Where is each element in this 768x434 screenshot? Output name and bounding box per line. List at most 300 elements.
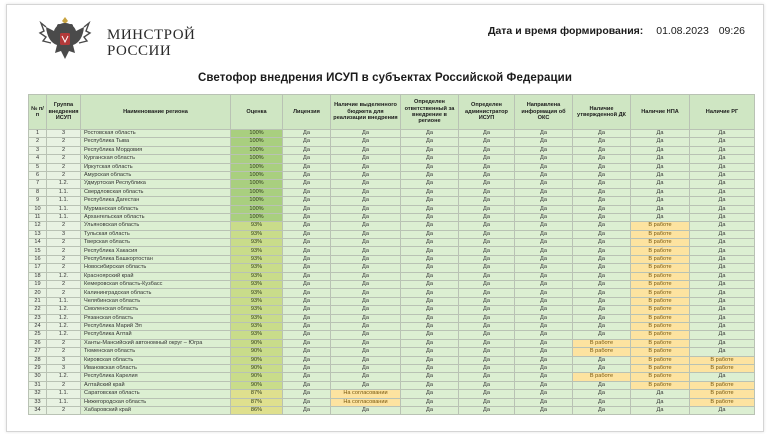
- score-cell: 93%: [231, 264, 283, 272]
- table-row: [29, 381, 755, 389]
- status-cell: Да: [515, 255, 573, 263]
- status-cell: Да: [401, 390, 459, 398]
- status-cell: Да: [401, 171, 459, 179]
- status-cell: Да: [331, 331, 401, 339]
- status-cell: Да: [283, 247, 331, 255]
- table-row: [29, 255, 755, 263]
- row-number: 12: [29, 222, 47, 230]
- status-cell: Да: [331, 289, 401, 297]
- region-name: Свердловская область: [81, 188, 231, 196]
- brand-line-1: МИНСТРОЙ: [107, 27, 196, 43]
- status-cell: Да: [459, 197, 515, 205]
- score-cell: 100%: [231, 130, 283, 138]
- column-header: Наименование региона: [81, 95, 231, 130]
- status-cell: Да: [459, 322, 515, 330]
- status-cell: Да: [283, 381, 331, 389]
- score-cell: 93%: [231, 281, 283, 289]
- status-cell: Да: [331, 364, 401, 372]
- row-number: 7: [29, 180, 47, 188]
- generation-time: 09:26: [718, 25, 745, 37]
- score-cell: 93%: [231, 239, 283, 247]
- row-number: 24: [29, 322, 47, 330]
- row-number: 23: [29, 314, 47, 322]
- group-cell: 2: [47, 222, 81, 230]
- ministry-wordmark: [107, 27, 195, 59]
- status-cell: Да: [573, 289, 631, 297]
- status-cell: В работе: [690, 390, 755, 398]
- status-cell: Да: [690, 289, 755, 297]
- status-cell: Да: [515, 390, 573, 398]
- status-cell: Да: [631, 155, 690, 163]
- status-cell: Да: [283, 180, 331, 188]
- status-cell: Да: [573, 331, 631, 339]
- table-row: [29, 163, 755, 171]
- table-row: [29, 247, 755, 255]
- status-cell: Да: [690, 373, 755, 381]
- status-cell: Да: [573, 230, 631, 238]
- status-cell: Да: [283, 289, 331, 297]
- status-cell: Да: [631, 146, 690, 154]
- region-name: Ульяновская область: [81, 222, 231, 230]
- status-cell: Да: [690, 314, 755, 322]
- score-cell: 93%: [231, 247, 283, 255]
- status-cell: Да: [515, 155, 573, 163]
- status-cell: В работе: [631, 222, 690, 230]
- score-cell: 100%: [231, 138, 283, 146]
- score-cell: 100%: [231, 163, 283, 171]
- region-name: Мурманская область: [81, 205, 231, 213]
- table-row: [29, 146, 755, 154]
- group-cell: 1.1.: [47, 197, 81, 205]
- score-cell: 93%: [231, 331, 283, 339]
- status-cell: Да: [459, 222, 515, 230]
- table-row: [29, 373, 755, 381]
- status-cell: Да: [283, 155, 331, 163]
- status-cell: Да: [515, 197, 573, 205]
- table-row: [29, 390, 755, 398]
- status-cell: Да: [331, 130, 401, 138]
- row-number: 14: [29, 239, 47, 247]
- status-cell: Да: [401, 356, 459, 364]
- table-row: [29, 331, 755, 339]
- status-cell: Да: [331, 314, 401, 322]
- group-cell: 1.2.: [47, 331, 81, 339]
- status-cell: Да: [690, 281, 755, 289]
- status-cell: Да: [401, 297, 459, 305]
- status-cell: Да: [515, 180, 573, 188]
- status-cell: В работе: [631, 297, 690, 305]
- status-cell: Да: [401, 239, 459, 247]
- status-cell: Да: [690, 239, 755, 247]
- row-number: 4: [29, 155, 47, 163]
- status-cell: Да: [515, 289, 573, 297]
- table-row: [29, 264, 755, 272]
- status-cell: Да: [515, 364, 573, 372]
- status-cell: Да: [283, 146, 331, 154]
- status-cell: Да: [283, 163, 331, 171]
- status-cell: Да: [515, 222, 573, 230]
- table-row: [29, 364, 755, 372]
- row-number: 16: [29, 255, 47, 263]
- status-cell: Да: [401, 373, 459, 381]
- status-cell: Да: [331, 281, 401, 289]
- region-name: Тверская область: [81, 239, 231, 247]
- status-cell: Да: [631, 398, 690, 406]
- status-cell: Да: [573, 356, 631, 364]
- row-number: 34: [29, 406, 47, 414]
- group-cell: 2: [47, 138, 81, 146]
- status-cell: Да: [283, 373, 331, 381]
- score-cell: 93%: [231, 306, 283, 314]
- status-cell: Да: [515, 247, 573, 255]
- status-cell: Да: [401, 314, 459, 322]
- group-cell: 2: [47, 239, 81, 247]
- status-cell: Да: [573, 297, 631, 305]
- status-cell: Да: [690, 213, 755, 221]
- score-cell: 93%: [231, 255, 283, 263]
- row-number: 31: [29, 381, 47, 389]
- status-cell: Да: [459, 364, 515, 372]
- status-cell: Да: [631, 171, 690, 179]
- status-cell: Да: [573, 364, 631, 372]
- status-cell: Да: [401, 130, 459, 138]
- column-header: Группа внедрения ИСУП: [47, 95, 81, 130]
- status-cell: Да: [573, 138, 631, 146]
- row-number: 32: [29, 390, 47, 398]
- status-cell: Да: [515, 381, 573, 389]
- status-cell: Да: [573, 398, 631, 406]
- status-cell: Да: [283, 348, 331, 356]
- table-header-row: [29, 95, 755, 130]
- row-number: 3: [29, 146, 47, 154]
- column-header: Наличие РГ: [690, 95, 755, 130]
- status-cell: Да: [459, 180, 515, 188]
- status-cell: Да: [283, 213, 331, 221]
- status-cell: Да: [459, 398, 515, 406]
- status-cell: Да: [401, 364, 459, 372]
- status-cell: Да: [331, 239, 401, 247]
- table-row: [29, 222, 755, 230]
- status-cell: Да: [631, 390, 690, 398]
- status-cell: Да: [283, 339, 331, 347]
- status-cell: Да: [573, 205, 631, 213]
- status-cell: Да: [459, 255, 515, 263]
- status-cell: Да: [401, 381, 459, 389]
- status-cell: Да: [573, 314, 631, 322]
- document-page: [6, 4, 764, 432]
- column-header: Лицензия: [283, 95, 331, 130]
- status-cell: Да: [283, 314, 331, 322]
- status-cell: Да: [401, 163, 459, 171]
- status-cell: Да: [573, 281, 631, 289]
- status-cell: Да: [459, 264, 515, 272]
- status-cell: Да: [690, 197, 755, 205]
- status-cell: Да: [573, 239, 631, 247]
- status-cell: Да: [331, 138, 401, 146]
- table-row: [29, 213, 755, 221]
- row-number: 2: [29, 138, 47, 146]
- group-cell: 2: [47, 146, 81, 154]
- status-cell: В работе: [631, 314, 690, 322]
- status-cell: Да: [283, 230, 331, 238]
- status-cell: Да: [459, 213, 515, 221]
- row-number: 20: [29, 289, 47, 297]
- status-cell: Да: [515, 398, 573, 406]
- row-number: 1: [29, 130, 47, 138]
- status-cell: Да: [331, 348, 401, 356]
- region-name: Калининградская область: [81, 289, 231, 297]
- status-cell: Да: [690, 339, 755, 347]
- status-cell: Да: [631, 188, 690, 196]
- status-cell: Да: [515, 356, 573, 364]
- status-cell: В работе: [631, 247, 690, 255]
- status-cell: Да: [690, 205, 755, 213]
- region-name: Челябинская область: [81, 297, 231, 305]
- status-cell: Да: [401, 247, 459, 255]
- row-number: 5: [29, 163, 47, 171]
- row-number: 17: [29, 264, 47, 272]
- status-cell: Да: [690, 331, 755, 339]
- status-cell: В работе: [631, 381, 690, 389]
- score-cell: 100%: [231, 146, 283, 154]
- group-cell: 2: [47, 339, 81, 347]
- region-name: Ханты-Мансийский автономный округ – Югра: [81, 339, 231, 347]
- status-cell: Да: [401, 348, 459, 356]
- row-number: 33: [29, 398, 47, 406]
- region-name: Республика Алтай: [81, 331, 231, 339]
- column-header: Наличие выделенного бюджета для реализации внедрения: [331, 95, 401, 130]
- status-cell: Да: [283, 205, 331, 213]
- status-cell: Да: [573, 213, 631, 221]
- status-cell: Да: [401, 331, 459, 339]
- status-cell: Да: [690, 264, 755, 272]
- status-cell: Да: [331, 406, 401, 414]
- status-cell: Да: [331, 322, 401, 330]
- status-cell: Да: [515, 146, 573, 154]
- status-cell: Да: [515, 406, 573, 414]
- row-number: 28: [29, 356, 47, 364]
- score-cell: 100%: [231, 180, 283, 188]
- status-cell: В работе: [631, 281, 690, 289]
- score-cell: 93%: [231, 230, 283, 238]
- status-cell: Да: [515, 281, 573, 289]
- status-cell: Да: [515, 297, 573, 305]
- table-row: [29, 398, 755, 406]
- region-name: Алтайский край: [81, 381, 231, 389]
- status-cell: Да: [401, 222, 459, 230]
- status-cell: Да: [690, 297, 755, 305]
- status-cell: Да: [331, 213, 401, 221]
- region-name: Ивановская область: [81, 364, 231, 372]
- status-cell: Да: [283, 197, 331, 205]
- group-cell: 1.1.: [47, 390, 81, 398]
- status-cell: Да: [331, 255, 401, 263]
- table-row: [29, 314, 755, 322]
- score-cell: 100%: [231, 155, 283, 163]
- status-cell: Да: [690, 171, 755, 179]
- region-name: Республика Марий Эл: [81, 322, 231, 330]
- status-cell: В работе: [631, 264, 690, 272]
- region-name: Тульская область: [81, 230, 231, 238]
- status-cell: Да: [690, 255, 755, 263]
- region-name: Республика Хакасия: [81, 247, 231, 255]
- table-row: [29, 297, 755, 305]
- score-cell: 93%: [231, 272, 283, 280]
- status-cell: Да: [401, 146, 459, 154]
- region-name: Ростовская область: [81, 130, 231, 138]
- status-cell: В работе: [631, 255, 690, 263]
- score-cell: 90%: [231, 339, 283, 347]
- datetime-label: Дата и время формирования:: [487, 25, 644, 37]
- group-cell: 1.2.: [47, 314, 81, 322]
- table-body: [29, 130, 755, 415]
- group-cell: 1.2.: [47, 322, 81, 330]
- generation-date: 01.08.2023: [656, 25, 709, 37]
- score-cell: 93%: [231, 222, 283, 230]
- score-cell: 90%: [231, 348, 283, 356]
- status-cell: Да: [331, 373, 401, 381]
- row-number: 10: [29, 205, 47, 213]
- score-cell: 93%: [231, 289, 283, 297]
- region-name: Курганская область: [81, 155, 231, 163]
- score-cell: 90%: [231, 356, 283, 364]
- status-cell: Да: [331, 297, 401, 305]
- column-header: Определен ответственный за внедрение в регионе: [401, 95, 459, 130]
- status-cell: В работе: [690, 364, 755, 372]
- status-cell: Да: [631, 197, 690, 205]
- region-name: Республика Башкортостан: [81, 255, 231, 263]
- status-cell: Да: [515, 130, 573, 138]
- status-cell: В работе: [573, 348, 631, 356]
- region-name: Иркутская область: [81, 163, 231, 171]
- table-row: [29, 348, 755, 356]
- column-header: Наличие НПА: [631, 95, 690, 130]
- region-name: Кемеровская область-Кузбасс: [81, 281, 231, 289]
- status-cell: В работе: [573, 339, 631, 347]
- brand-line-2: РОССИИ: [107, 43, 172, 59]
- status-cell: Да: [283, 322, 331, 330]
- status-cell: В работе: [631, 373, 690, 381]
- status-cell: Да: [401, 180, 459, 188]
- status-cell: В работе: [690, 398, 755, 406]
- group-cell: 2: [47, 406, 81, 414]
- score-cell: 100%: [231, 171, 283, 179]
- report-title: Светофор внедрения ИСУП в субъектах Российской Федерации: [198, 72, 572, 84]
- status-cell: Да: [573, 272, 631, 280]
- status-cell: Да: [459, 247, 515, 255]
- region-name: Республика Дагестан: [81, 197, 231, 205]
- group-cell: 2: [47, 289, 81, 297]
- status-cell: Да: [283, 255, 331, 263]
- status-cell: Да: [573, 180, 631, 188]
- status-cell: В работе: [631, 230, 690, 238]
- score-cell: 93%: [231, 297, 283, 305]
- status-cell: В работе: [631, 348, 690, 356]
- group-cell: 2: [47, 247, 81, 255]
- status-cell: Да: [283, 281, 331, 289]
- score-cell: 90%: [231, 373, 283, 381]
- column-header: Оценка: [231, 95, 283, 130]
- group-cell: 1.2.: [47, 180, 81, 188]
- row-number: 11: [29, 213, 47, 221]
- status-cell: Да: [573, 163, 631, 171]
- table-row: [29, 205, 755, 213]
- status-cell: В работе: [631, 331, 690, 339]
- status-cell: В работе: [631, 239, 690, 247]
- status-cell: Да: [515, 230, 573, 238]
- score-cell: 90%: [231, 381, 283, 389]
- table-row: [29, 180, 755, 188]
- table-row: [29, 306, 755, 314]
- status-cell: Да: [283, 130, 331, 138]
- status-cell: Да: [459, 230, 515, 238]
- row-number: 30: [29, 373, 47, 381]
- group-cell: 2: [47, 171, 81, 179]
- status-cell: Да: [515, 339, 573, 347]
- region-name: Республика Тыва: [81, 138, 231, 146]
- status-cell: Да: [331, 222, 401, 230]
- status-cell: Да: [690, 247, 755, 255]
- status-cell: В работе: [690, 356, 755, 364]
- status-cell: Да: [401, 339, 459, 347]
- status-cell: Да: [631, 138, 690, 146]
- status-cell: Да: [459, 406, 515, 414]
- status-cell: Да: [690, 188, 755, 196]
- status-cell: Да: [459, 356, 515, 364]
- status-cell: Да: [690, 406, 755, 414]
- status-cell: Да: [573, 188, 631, 196]
- region-name: Республика Мордовия: [81, 146, 231, 154]
- status-cell: Да: [283, 306, 331, 314]
- generation-timestamp: [488, 25, 745, 37]
- status-cell: Да: [331, 180, 401, 188]
- row-number: 8: [29, 188, 47, 196]
- table-row: [29, 197, 755, 205]
- status-cell: Да: [401, 230, 459, 238]
- group-cell: 1.1.: [47, 205, 81, 213]
- region-name: Красноярский край: [81, 272, 231, 280]
- status-cell: Да: [459, 205, 515, 213]
- status-cell: Да: [283, 239, 331, 247]
- row-number: 26: [29, 339, 47, 347]
- status-cell: Да: [401, 188, 459, 196]
- status-cell: Да: [459, 188, 515, 196]
- status-cell: Да: [331, 306, 401, 314]
- status-cell: Да: [331, 339, 401, 347]
- status-cell: Да: [515, 138, 573, 146]
- status-cell: Да: [459, 331, 515, 339]
- status-cell: Да: [401, 289, 459, 297]
- status-cell: Да: [401, 213, 459, 221]
- score-cell: 100%: [231, 188, 283, 196]
- group-cell: 2: [47, 348, 81, 356]
- status-cell: Да: [515, 348, 573, 356]
- coat-of-arms-logo: [37, 11, 93, 67]
- status-cell: Да: [401, 281, 459, 289]
- table-row: [29, 171, 755, 179]
- table-row: [29, 272, 755, 280]
- status-cell: Да: [690, 146, 755, 154]
- status-cell: В работе: [631, 289, 690, 297]
- status-cell: Да: [283, 390, 331, 398]
- status-cell: Да: [459, 348, 515, 356]
- status-cell: Да: [573, 406, 631, 414]
- status-cell: Да: [283, 188, 331, 196]
- status-cell: Да: [459, 390, 515, 398]
- status-cell: Да: [690, 130, 755, 138]
- status-cell: Да: [459, 155, 515, 163]
- status-cell: Да: [573, 155, 631, 163]
